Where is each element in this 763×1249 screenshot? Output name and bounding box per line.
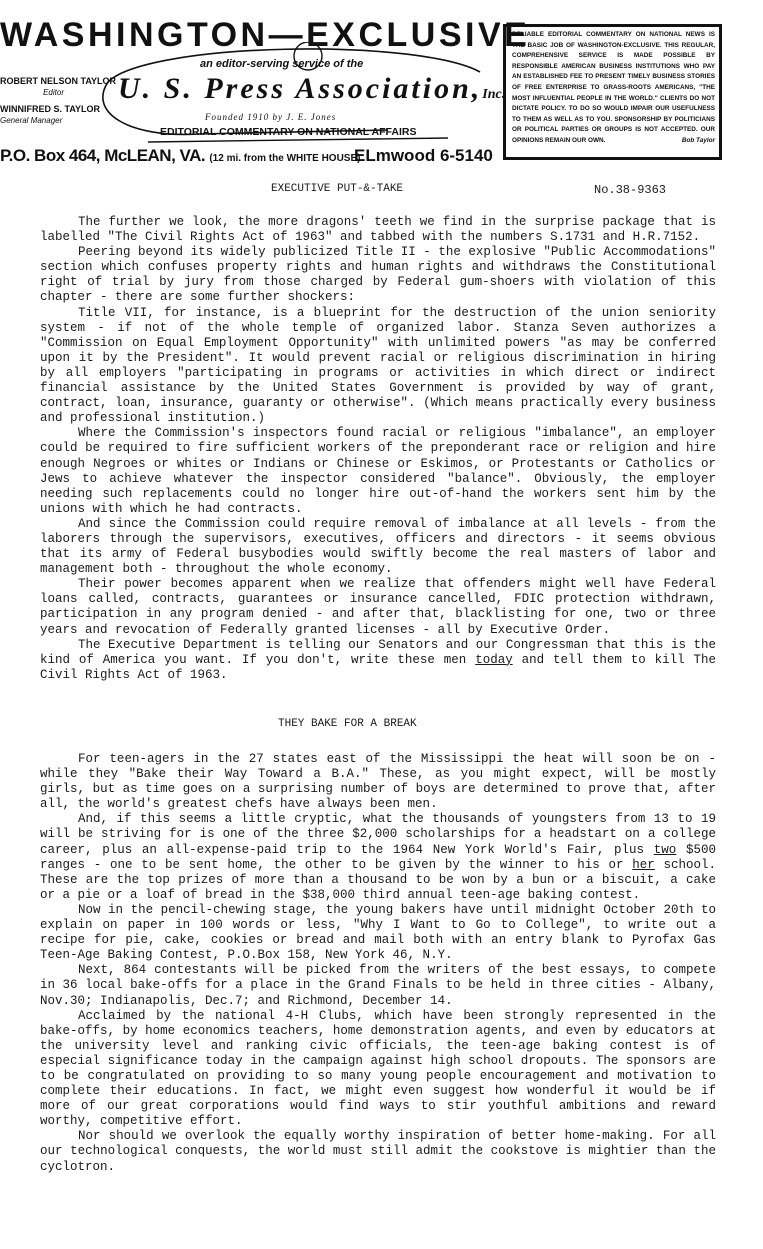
org-name (118, 72, 505, 106)
article-2-body (40, 752, 716, 1175)
paragraph: For teen-agers in the 27 states east of the Mississippi the heat will soon be on - while they "Bake their Way Toward a B.A." These, as you might expect, will be mostly girls, but as time goes on a surprising number of boys are determined to prove that, after all, the world's greatest chefs have always been men. (40, 752, 716, 812)
article-body (40, 215, 716, 683)
subhead: THEY BAKE FOR A BREAK (278, 718, 417, 730)
manager-role: General Manager (0, 116, 63, 125)
commentary-line: EDITORIAL COMMENTARY ON NATIONAL AFFAIRS (160, 126, 417, 138)
paragraph-text: And, if this seems a little cryptic, what the thousands of youngsters from 13 to 19 will be striving for is one of the three $2,000 scholarships for a headstart on a college career, plus an all-expense-paid trip to the 1964 New York World's Fair, plus (40, 812, 716, 857)
closing-text: and tell them to kill The Civil Rights Act of 1963. (40, 652, 716, 682)
closing-paragraph (40, 638, 716, 683)
paragraph: Now in the pencil-chewing stage, the young bakers have until midnight October 20th to explain on paper in 100 words or less, "Why I Want to Go to College", to write out a recipe for pie, cake, cookies or bread and mail both with an entry blank to Pyrofax Gas Teen-Age Baking Contest, P.O.Box 158, New York 46, N.Y. (40, 902, 716, 963)
paragraph: Next, 864 contestants will be picked from the writers of the best essays, to compete in 36 local bake-offs for a place in the Grand Finals to be held in three cities - Albany, Nov.30; Indianapolis, Dec.7; and Richmond, December 14. (40, 963, 716, 1008)
paragraph: The further we look, the more dragons' teeth we find in the surprise package that is labelled "The Civil Rights Act of 1963" and tabbed with the numbers S.1731 and H.R.7152. (40, 215, 716, 245)
paragraph: Title VII, for instance, is a blueprint for the destruction of the union seniority system - if not of the whole temple of organized labor. Stanza Seven authorizes a "Commission on Equal Employment Opportunity" with unlimited powers "as may be conferred upon it by the President". It would prevent racial or religious discrimination in hiring by all employers "participating in programs or activities in which direct or indirect financial assistance by the United States Government is provided by way of grant, contract, loan, insurance, guaranty or otherwise". (Which means practically every business and professional institution.) (40, 305, 716, 426)
underlined-word: her (632, 857, 655, 872)
section-title: EXECUTIVE PUT-&-TAKE (271, 183, 404, 195)
masthead-title: WASHINGTON—EXCLUSIVE (0, 16, 531, 54)
paragraph-text: $500 ranges - one to be sent home, the other to be given by the winner to his or (40, 842, 716, 872)
address-note: (12 mi. from the WHITE HOUSE) (209, 153, 361, 164)
manager-name: WINNIFRED S. TAYLOR (0, 104, 101, 114)
paragraph: And since the Commission could require removal of imbalance at all levels - from the laborers through the supervisors, executives, officers and directors - it seems obvious that its army of Federal busybodies would swiftly become the real masters of labor and management both - throughout the whole economy. (40, 516, 716, 577)
paragraph-text: school. These are the top prizes of more than a thousand to be won by a bun or a biscuit, a cake or a pie or a loaf of bread in the $38,000 third annual teen-age baking contest. (40, 857, 717, 902)
closing-emphasis: today (475, 652, 513, 667)
mailing-address (0, 146, 360, 166)
editor-name: ROBERT NELSON TAYLOR (0, 76, 117, 86)
paragraph: Peering beyond its widely publicized Title II - the explosive "Public Accommodations" section which confuses property rights and human rights and withdraws the Constitutional right of trial by jury from those charged by Federal gum-shoers with violation of this chapter - there are some further shockers: (40, 245, 716, 305)
issue-number: No.38-9363 (594, 183, 667, 197)
closing-text: The Executive Department is telling our Senators and our Congressman that this is the kind of America you want. If you don't, write these men (40, 637, 716, 667)
address-main: P.O. Box 464, McLEAN, VA. (0, 146, 206, 165)
paragraph: Where the Commission's inspectors found racial or religious "imbalance", an employer could be required to fire sufficient workers of the preponderant race or religion and hire enough Negroes or whites or Indians or Chinese or Eskimos, or Protestants or Catholics or Jews to achieve whatever the inspector considered "balance". Obviously, the employer needing such replacements could no longer hire out-of-hand the workers sent him by the unions with which he had contracts. (40, 426, 716, 516)
underlined-word: two (653, 842, 677, 857)
notice-box (503, 24, 722, 160)
masthead-tagline: an editor-serving service of the (200, 58, 364, 70)
phone-number: ELmwood 6-5140 (354, 146, 493, 165)
paragraph: Their power becomes apparent when we realize that offenders might well have Federal loans called, contracts, guarantees or insurance cancelled, FDIC protection withdrawn, participation in any program denied - and after that, blacklisting for one, two or three years and revocation of Federally granted licenses - all by Executive Order. (40, 577, 716, 637)
notice-text: RELIABLE EDITORIAL COMMENTARY ON NATIONAL NEWS IS THE BASIC JOB OF WASHINGTON-EXCLUSIVE. THIS REGULAR, COMPREHENSIVE SERVICE IS MADE POSSIBLE BY RESPONSIBLE AMERICAN BUSINESS INSTITUTIONS WHO PAY AN ESTABLISHED FEE TO PRESENT TIMELY BUSINESS STORIES OF FREE ENTERPRISE TO GRASS-ROOTS AMERICANS, "THE MOST INFLUENTIAL PEOPLE IN THE WORLD." CLIENTS DO NOT DICTATE POLICY. TO DO SO WOULD IMPAIR OUR USEFULNESS TO THEM AS WELL AS TO YOU. SPONSORSHIP BY POLITICIANS OR POLITICAL PARTIES OR GROUPS IS NOT ACCEPTED. OUR OPINIONS REMAIN OUR OWN. (512, 31, 715, 144)
org-name-text: U. S. Press Association, (118, 72, 483, 105)
notice-signature: Bob Taylor (681, 136, 715, 144)
editor-role: Editor (43, 88, 64, 97)
founded-line: Founded 1910 by J. E. Jones (205, 112, 337, 122)
paragraph (40, 812, 716, 903)
paragraph: Acclaimed by the national 4-H Clubs, which have been strongly represented in the bake-offs, by home economics teachers, home demonstration agents, and even by educators at the university level and ranking civic officials, the teen-age baking contest is of especial significance today in the campaign against high school dropouts. The sponsors are to be congratulated on providing to so many young people encouragement and motivation to complete their educations. In fact, we might even suggest how wonderful it would be if more of our great corporations would find ways to stir youthful ambitions and reward worthy, competitive effort. (40, 1008, 716, 1129)
org-suffix: Inc. (482, 87, 506, 102)
paragraph: Nor should we overlook the equally worthy inspiration of better home-making. For all our technological conquests, the world must still admit the cookstove is mightier than the cyclotron. (40, 1129, 716, 1174)
